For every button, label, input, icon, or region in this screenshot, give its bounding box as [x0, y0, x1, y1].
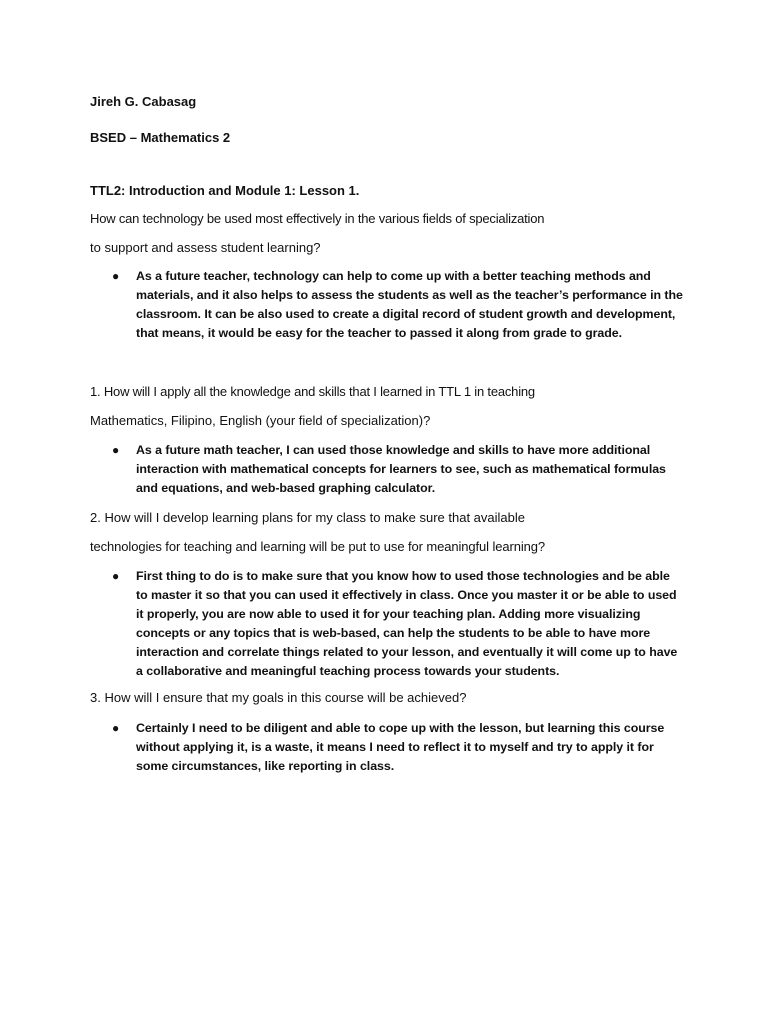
intro-question-line2: to support and assess student learning?: [90, 240, 321, 255]
question-1-answer: As a future math teacher, I can used those knowledge and skills to have more additional interaction with mathematical concepts for learners to see, such as mathematical formulas and equations, and web-based graphing calculator.: [136, 443, 666, 495]
program-label: BSED – Mathematics 2: [90, 130, 231, 145]
question-2-line2: technologies for teaching and learning will be put to use for meaningful learning?: [90, 539, 546, 554]
question-1-line1: 1. How will I apply all the knowledge and skills that I learned in TTL 1 in teaching: [90, 384, 535, 399]
question-3-line1: 3. How will I ensure that my goals in this course will be achieved?: [90, 690, 467, 705]
question-2-line1: 2. How will I develop learning plans for my class to make sure that available: [90, 510, 525, 525]
bullet-icon: ●: [112, 269, 120, 283]
question-2-answer: First thing to do is to make sure that you know how to used those technologies and be able to master it so that you can used it effectively in class. Once you master it or be able to used it properly, you are now able to used it for your teaching plan. Adding more visualizing concepts or any topics that is web-based, can help the students to be able to have more interaction and correlate things related to your lesson, and eventually it will come up to have a collaborative and meaningful teaching process towards your students.: [136, 569, 678, 678]
bullet-icon: ●: [112, 569, 120, 583]
intro-question-line1: How can technology be used most effectively in the various fields of specialization: [90, 211, 545, 226]
bullet-icon: ●: [112, 443, 120, 457]
bullet-icon: ●: [112, 721, 120, 735]
lesson-title: TTL2: Introduction and Module 1: Lesson 1.: [90, 183, 360, 198]
author-name: Jireh G. Cabasag: [90, 94, 197, 109]
intro-answer: As a future teacher, technology can help to come up with a better teaching methods and materials, and it also helps to assess the students as well as the teacher’s performance in the classroom. It can be also used to create a digital record of student growth and development, that means, it would be easy for the teacher to passed it along from grade to grade.: [136, 269, 683, 340]
question-3-answer: Certainly I need to be diligent and able to cope up with the lesson, but learning this course without applying it, is a waste, it means I need to reflect it to myself and try to apply it for some circumstances, like reporting in class.: [136, 721, 665, 773]
question-1-line2: Mathematics, Filipino, English (your field of specialization)?: [90, 413, 431, 428]
